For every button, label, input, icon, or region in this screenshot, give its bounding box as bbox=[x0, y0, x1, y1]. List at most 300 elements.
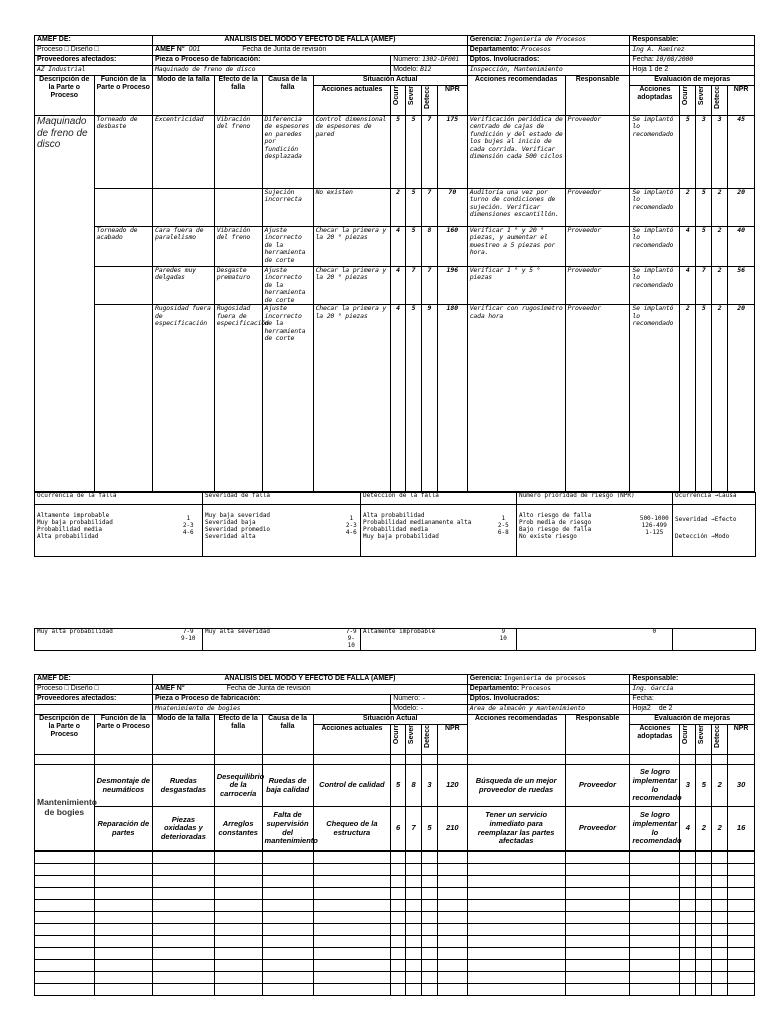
dptos-label: Dptos. Involucrados: bbox=[469, 56, 540, 63]
modelo-value: B12 bbox=[420, 65, 432, 73]
empty-cell bbox=[565, 888, 630, 900]
npr2-cell: 20 bbox=[728, 189, 755, 227]
adoptadas-cell: Se implantó lo recomendado bbox=[630, 189, 680, 227]
col-sever-2: Sever bbox=[698, 86, 706, 106]
empty-cell bbox=[391, 924, 406, 936]
ocurr-cell: 4 bbox=[391, 305, 406, 492]
empty-cell bbox=[728, 924, 755, 936]
empty-cell bbox=[391, 972, 406, 984]
empty-cell bbox=[565, 924, 630, 936]
empty-cell bbox=[35, 864, 95, 876]
amef-no-label: AMEF N° bbox=[155, 46, 185, 53]
hoja-label: Hoja bbox=[632, 66, 647, 73]
empty-cell bbox=[712, 960, 728, 972]
adoptadas-cell: Se implantó lo recomendado bbox=[630, 116, 680, 189]
funcion-cell: Torneado de acabado bbox=[94, 227, 152, 267]
situacion-actual-header: Situación Actual bbox=[313, 76, 467, 86]
col-detecc-2: Detecc bbox=[714, 86, 722, 109]
empty-cell bbox=[712, 876, 728, 888]
acciones-cell: Chequeo de la estructura bbox=[313, 807, 391, 851]
empty-cell bbox=[437, 852, 467, 864]
modo-cell: Excentricidad bbox=[153, 116, 215, 189]
legend-value: 500-1000 bbox=[639, 515, 669, 523]
col-descripcion: Descripción de la Parte o Proceso bbox=[35, 76, 95, 116]
adoptadas-cell: Se implantó lo recomendado bbox=[630, 267, 680, 305]
npr2-cell: 45 bbox=[728, 116, 755, 189]
empty-cell bbox=[153, 876, 215, 888]
recomendadas-cell: Verificación periódica de centrado de cajas de fundición y del estado de los bujes al inicio de cada corrida. Verificar dimensión cada 500 ciclos bbox=[467, 116, 565, 189]
empty-cell bbox=[437, 936, 467, 948]
legend-value: 4-6 bbox=[345, 529, 357, 537]
empty-cell bbox=[437, 912, 467, 924]
empty-cell bbox=[262, 972, 313, 984]
empty-cell bbox=[680, 876, 696, 888]
npr2-cell: 40 bbox=[728, 227, 755, 267]
npr-title: Número prioridad de riesgo (NPR) bbox=[517, 493, 673, 505]
empty-cell bbox=[214, 960, 262, 972]
col-acciones-recomendadas: Acciones recomendadas bbox=[467, 715, 565, 755]
empty-cell bbox=[94, 864, 152, 876]
modo-cell: Paredes muy delgadas bbox=[153, 267, 215, 305]
empty-cell bbox=[565, 864, 630, 876]
empty-cell bbox=[406, 972, 422, 984]
table-row bbox=[35, 807, 755, 851]
empty-cell bbox=[728, 876, 755, 888]
modo-cell: Rugosidad fuera de especificación bbox=[153, 305, 215, 492]
empty-cell bbox=[437, 864, 467, 876]
empty-cell bbox=[35, 972, 95, 984]
empty-cell bbox=[467, 912, 565, 924]
recomendadas-cell: Verificar con rugosímetro cada hora bbox=[467, 305, 565, 492]
sever2-cell: 2 bbox=[696, 807, 712, 851]
ocurr-cell: 2 bbox=[391, 189, 406, 227]
detecc2-cell: 2 bbox=[712, 189, 728, 227]
empty-cell bbox=[630, 888, 680, 900]
empty-cell bbox=[437, 972, 467, 984]
empty-cell bbox=[422, 936, 438, 948]
empty-row bbox=[35, 924, 755, 936]
col-acciones-actuales: Acciones actuales bbox=[313, 86, 391, 116]
ocurr2-cell: 5 bbox=[680, 116, 696, 189]
recomendadas-cell: Tener un servicio inmediato para reemplazar las partes afectadas bbox=[467, 807, 565, 851]
empty-cell bbox=[696, 924, 712, 936]
empty-cell bbox=[565, 948, 630, 960]
detecc-cell: 9 bbox=[422, 305, 438, 492]
acciones-cell: No existen bbox=[313, 189, 391, 227]
descripcion-cell: Maquinado de freno de disco bbox=[35, 116, 95, 492]
sever-cell: 7 bbox=[406, 267, 422, 305]
sever2-cell: 5 bbox=[696, 765, 712, 807]
causa-cell: Falta de supervisión del mantenimiento bbox=[262, 807, 313, 851]
npr-cell: 160 bbox=[437, 227, 467, 267]
funcion-cell: Reparación de partes bbox=[94, 807, 152, 851]
empty-cell bbox=[728, 972, 755, 984]
ocurr2-cell: 4 bbox=[680, 807, 696, 851]
empty-cell bbox=[680, 864, 696, 876]
amef-form-2-table bbox=[34, 674, 755, 851]
col-responsable: Responsable bbox=[565, 715, 630, 755]
col-npr-2: NPR bbox=[728, 86, 755, 116]
legend-item: Alta probabilidad bbox=[363, 512, 425, 520]
empty-row bbox=[35, 864, 755, 876]
efecto-cell: Desgaste prematuro bbox=[214, 267, 262, 305]
empty-cell bbox=[696, 948, 712, 960]
empty-cell bbox=[35, 900, 95, 912]
sever-cell: 5 bbox=[406, 189, 422, 227]
npr-cell: 175 bbox=[437, 116, 467, 189]
empty-cell bbox=[262, 864, 313, 876]
efecto-cell: Arreglos constantes bbox=[214, 807, 262, 851]
empty-cell bbox=[422, 888, 438, 900]
acciones-cell: Checar la primera y la 20 ° piezas bbox=[313, 305, 391, 492]
empty-cell bbox=[630, 900, 680, 912]
modo-cell: Cara fuera de paralelismo bbox=[153, 227, 215, 267]
recomendadas-cell: Verificar 1 ° y 5 ° piezas bbox=[467, 267, 565, 305]
hoja-label: Hoja bbox=[632, 705, 647, 712]
empty-cell bbox=[422, 972, 438, 984]
empty-cell bbox=[214, 864, 262, 876]
empty-cell bbox=[467, 948, 565, 960]
empty-cell bbox=[467, 900, 565, 912]
departamento-label: Departamento: bbox=[469, 685, 520, 692]
modo-cell bbox=[153, 189, 215, 227]
funcion-cell bbox=[94, 305, 152, 492]
empty-cell bbox=[406, 924, 422, 936]
col-ocurr-2: Ocurr bbox=[682, 725, 690, 745]
legend-value: 2-5 bbox=[497, 522, 509, 530]
map-severidad: Severidad →Efecto bbox=[675, 516, 737, 524]
strip-value-d: 0 bbox=[637, 629, 673, 651]
ocurr-cell: 5 bbox=[391, 116, 406, 189]
empty-cell bbox=[630, 876, 680, 888]
col-descripcion: Descripción de la Parte o Proceso bbox=[35, 715, 95, 755]
empty-cell bbox=[153, 948, 215, 960]
col-detecc-2: Detecc bbox=[714, 725, 722, 748]
hoja-total: 2 bbox=[668, 705, 673, 712]
empty-cell bbox=[94, 960, 152, 972]
empty-cell bbox=[262, 900, 313, 912]
adoptadas-cell: Se implantó lo recomendado bbox=[630, 227, 680, 267]
modelo-label: Modelo: bbox=[393, 705, 419, 712]
legend-item: Alto riesgo de falla bbox=[519, 512, 592, 520]
departamento-label: Departamento: bbox=[469, 46, 520, 53]
map-ocurrencia: Ocurrencia →Causa bbox=[673, 493, 756, 505]
empty-cell bbox=[565, 900, 630, 912]
empty-cell bbox=[153, 852, 215, 864]
adoptadas-cell: Se logro implementar lo recomendado bbox=[630, 807, 680, 851]
ocurr-cell: 6 bbox=[391, 807, 406, 851]
empty-row bbox=[35, 936, 755, 948]
sever-cell: 8 bbox=[406, 765, 422, 807]
empty-cell bbox=[680, 948, 696, 960]
empty-cell bbox=[94, 900, 152, 912]
empty-cell bbox=[467, 936, 565, 948]
col-efecto: Efecto de la falla bbox=[214, 715, 262, 755]
strip-label-c: Altamente improbable bbox=[361, 629, 491, 651]
empty-cell bbox=[35, 876, 95, 888]
empty-cell bbox=[153, 960, 215, 972]
empty-cell bbox=[467, 984, 565, 996]
empty-cell bbox=[214, 876, 262, 888]
efecto-cell: Rugosidad fuera de especificación bbox=[214, 305, 262, 492]
legend-item: Bajo riesgo de falla bbox=[519, 526, 592, 534]
causa-cell: Ajuste incorrecto de la herramienta de corte bbox=[262, 227, 313, 267]
proveedores-label: Proveedores afectados: bbox=[35, 695, 153, 705]
empty-cell bbox=[391, 984, 406, 996]
ocurrencia-title: Ocurrencia de la falla bbox=[35, 493, 203, 505]
npr-cell: 180 bbox=[437, 305, 467, 492]
empty-cell bbox=[712, 924, 728, 936]
col-sever: Sever bbox=[408, 725, 416, 745]
empty-cell bbox=[262, 888, 313, 900]
col-ocurr-2: Ocurr bbox=[682, 86, 690, 106]
empty-cell bbox=[94, 972, 152, 984]
empty-cell bbox=[153, 900, 215, 912]
npr2-cell: 16 bbox=[728, 807, 755, 851]
empty-cell bbox=[437, 900, 467, 912]
funcion-cell bbox=[94, 189, 152, 227]
legend-item: Probabilidad media bbox=[363, 526, 429, 534]
ocurr2-cell: 4 bbox=[680, 227, 696, 267]
recomendadas-cell: Auditoría una vez por turno de condiciones de sujeción. Verificar dimensiones escantillón. bbox=[467, 189, 565, 227]
legend-value: 1 bbox=[186, 515, 191, 523]
detecc2-cell: 2 bbox=[712, 227, 728, 267]
hoja-total: 2 bbox=[664, 66, 669, 73]
detecc2-cell: 2 bbox=[712, 267, 728, 305]
responsable-cell: Proveedor bbox=[565, 807, 630, 851]
col-ocurr: Ocurr bbox=[393, 86, 401, 106]
empty-cell bbox=[696, 852, 712, 864]
detecc2-cell: 2 bbox=[712, 305, 728, 492]
legend-item: Alta probabilidad bbox=[37, 533, 99, 541]
col-funcion: Función de la Parte o Proceso bbox=[94, 715, 152, 755]
empty-cell bbox=[630, 864, 680, 876]
efecto-cell: Vibración del freno bbox=[214, 116, 262, 189]
empty-cell bbox=[422, 864, 438, 876]
table-row bbox=[35, 116, 755, 189]
empty-cell bbox=[630, 948, 680, 960]
empty-cell bbox=[391, 948, 406, 960]
empty-cell bbox=[153, 888, 215, 900]
numero-value: 1302-DF001 bbox=[422, 55, 460, 63]
dptos-label: Dptos. Involucrados: bbox=[469, 695, 540, 702]
empty-cell bbox=[565, 936, 630, 948]
empty-cell bbox=[406, 912, 422, 924]
empty-cell bbox=[262, 912, 313, 924]
responsable-cell: Proveedor bbox=[565, 765, 630, 807]
empty-row bbox=[35, 888, 755, 900]
modelo-value: - bbox=[420, 704, 424, 712]
adoptadas-cell: Se implantó lo recomendado bbox=[630, 305, 680, 492]
acciones-cell: Control de calidad bbox=[313, 765, 391, 807]
empty-cell bbox=[467, 876, 565, 888]
empty-cell bbox=[422, 876, 438, 888]
npr-cell: 120 bbox=[437, 765, 467, 807]
col-ocurr: Ocurr bbox=[393, 725, 401, 745]
continuation-table bbox=[34, 628, 756, 651]
empty-cell bbox=[680, 936, 696, 948]
pieza-value: Mnatenimiento de bogies bbox=[153, 705, 391, 715]
col-npr: NPR bbox=[437, 86, 467, 116]
empty-cell bbox=[94, 924, 152, 936]
empty-cell bbox=[313, 936, 391, 948]
deteccion-title: Detección de la falla bbox=[361, 493, 517, 505]
empty-cell bbox=[406, 876, 422, 888]
empty-cell bbox=[728, 852, 755, 864]
legend-item: Prob media de riesgo bbox=[519, 519, 592, 527]
empty-cell bbox=[712, 972, 728, 984]
ocurr2-cell: 2 bbox=[680, 305, 696, 492]
amef-form-1-table bbox=[34, 35, 755, 492]
strip-value-a: 7-9 9-10 bbox=[175, 629, 203, 651]
dptos-value: Inspección, Mantenimiento bbox=[467, 66, 630, 76]
form-title: ANALISIS DEL MODO Y EFECTO DE FALLA (AMEF) bbox=[153, 36, 468, 46]
empty-cell bbox=[712, 912, 728, 924]
sever-cell: 5 bbox=[406, 227, 422, 267]
empty-cell bbox=[437, 924, 467, 936]
table-row bbox=[35, 765, 755, 807]
empty-cell bbox=[391, 852, 406, 864]
empty-cell bbox=[35, 936, 95, 948]
detecc2-cell: 3 bbox=[712, 116, 728, 189]
modo-cell: Piezas oxidadas y deterioradas bbox=[153, 807, 215, 851]
hoja-value: 1 bbox=[648, 66, 653, 73]
legend-item: No existe riesgo bbox=[519, 533, 577, 541]
empty-cell bbox=[565, 984, 630, 996]
situacion-actual-header: Situación Actual bbox=[313, 715, 467, 725]
causa-cell: Diferencia de espesores en paredes por fundición desplazada bbox=[262, 116, 313, 189]
legend-value: 1 bbox=[349, 515, 354, 523]
legend-value: 2-3 bbox=[345, 522, 357, 530]
empty-cell bbox=[94, 948, 152, 960]
responsable-cell: Proveedor bbox=[565, 227, 630, 267]
empty-cell bbox=[467, 888, 565, 900]
empty-cell bbox=[422, 924, 438, 936]
col-efecto: Efecto de la falla bbox=[214, 76, 262, 116]
sever2-cell: 5 bbox=[696, 305, 712, 492]
gerencia-value: Ingeniería de Procesos bbox=[503, 35, 586, 43]
empty-cell bbox=[94, 852, 152, 864]
empty-cell bbox=[35, 888, 95, 900]
col-modo: Modo de la falla bbox=[153, 715, 215, 755]
recomendadas-cell: Búsqueda de un mejor proveedor de ruedas bbox=[467, 765, 565, 807]
empty-cell bbox=[214, 936, 262, 948]
empty-cell bbox=[712, 864, 728, 876]
efecto-cell: Desequilibrio de la carrocería bbox=[214, 765, 262, 807]
empty-row bbox=[35, 852, 755, 864]
table-row bbox=[35, 189, 755, 227]
detecc2-cell: 2 bbox=[712, 807, 728, 851]
empty-cell bbox=[437, 948, 467, 960]
empty-cell bbox=[94, 876, 152, 888]
legend-item: Muy baja probabilidad bbox=[363, 533, 439, 541]
legend-item: Muy baja probabilidad bbox=[37, 519, 113, 527]
empty-cell bbox=[94, 912, 152, 924]
proceso-diseno-label: Proceso □ Diseño □ bbox=[35, 46, 153, 56]
empty-cell bbox=[696, 960, 712, 972]
empty-cell bbox=[422, 984, 438, 996]
legend-item: Severidad promedio bbox=[205, 526, 271, 534]
empty-cell bbox=[406, 888, 422, 900]
empty-cell bbox=[437, 888, 467, 900]
empty-row bbox=[35, 900, 755, 912]
empty-cell bbox=[406, 864, 422, 876]
empty-rows-table bbox=[34, 851, 755, 996]
empty-row bbox=[35, 972, 755, 984]
empty-cell bbox=[422, 948, 438, 960]
col-causa: Causa de la falla bbox=[262, 76, 313, 116]
empty-cell bbox=[680, 888, 696, 900]
recomendadas-cell: Verificar 1 ° y 20 ° piezas, y aumentar el muestreo a 5 piezas por hora. bbox=[467, 227, 565, 267]
empty-cell bbox=[467, 852, 565, 864]
empty-cell bbox=[313, 972, 391, 984]
empty-cell bbox=[630, 960, 680, 972]
empty-cell bbox=[437, 984, 467, 996]
empty-cell bbox=[214, 912, 262, 924]
empty-cell bbox=[214, 924, 262, 936]
empty-cell bbox=[262, 936, 313, 948]
fecha-junta-label: Fecha de Junta de revisión bbox=[242, 46, 327, 53]
empty-cell bbox=[313, 888, 391, 900]
modelo-label: Modelo: bbox=[393, 66, 419, 73]
form-title: ANALISIS DEL MODO Y EFECTO DE FALLA (AMEF) bbox=[153, 675, 468, 685]
ocurr-cell: 4 bbox=[391, 227, 406, 267]
col-sever-2: Sever bbox=[698, 725, 706, 745]
ocurr2-cell: 3 bbox=[680, 765, 696, 807]
efecto-cell bbox=[214, 189, 262, 227]
legend-table bbox=[34, 492, 756, 557]
detecc2-cell: 2 bbox=[712, 765, 728, 807]
empty-cell bbox=[214, 852, 262, 864]
empty-cell bbox=[406, 948, 422, 960]
npr-cell: 70 bbox=[437, 189, 467, 227]
empty-cell bbox=[313, 912, 391, 924]
empty-cell bbox=[696, 900, 712, 912]
responsable-label: Responsable: bbox=[632, 675, 679, 682]
dptos-value: Área de almacén y mantenimiento bbox=[467, 705, 630, 715]
col-modo: Modo de la falla bbox=[153, 76, 215, 116]
fecha-value: 10/08/2000 bbox=[655, 55, 693, 63]
legend-item: Probabilidad media bbox=[37, 526, 103, 534]
detecc-cell: 7 bbox=[422, 189, 438, 227]
sever-cell: 5 bbox=[406, 305, 422, 492]
empty-cell bbox=[262, 984, 313, 996]
responsable-label: Responsable: bbox=[632, 36, 679, 43]
empty-cell bbox=[313, 900, 391, 912]
empty-cell bbox=[565, 876, 630, 888]
col-sever: Sever bbox=[408, 86, 416, 106]
empty-row bbox=[35, 960, 755, 972]
empty-cell bbox=[391, 936, 406, 948]
efecto-cell: Vibración del freno bbox=[214, 227, 262, 267]
empty-cell bbox=[728, 960, 755, 972]
empty-cell bbox=[406, 936, 422, 948]
empty-cell bbox=[35, 852, 95, 864]
acciones-cell: Control dimensional de espesores de pared bbox=[313, 116, 391, 189]
responsable-cell: Proveedor bbox=[565, 116, 630, 189]
empty-cell bbox=[712, 888, 728, 900]
numero-value: - bbox=[422, 694, 426, 702]
hoja-de: de bbox=[658, 705, 667, 712]
empty-cell bbox=[696, 972, 712, 984]
sever2-cell: 7 bbox=[696, 267, 712, 305]
legend-item: Probabilidad medianamente alta bbox=[363, 519, 472, 527]
empty-cell bbox=[391, 888, 406, 900]
empty-cell bbox=[391, 912, 406, 924]
empty-cell bbox=[467, 960, 565, 972]
col-acciones-recomendadas: Acciones recomendadas bbox=[467, 76, 565, 116]
legend-value: 126-499 bbox=[641, 522, 667, 530]
